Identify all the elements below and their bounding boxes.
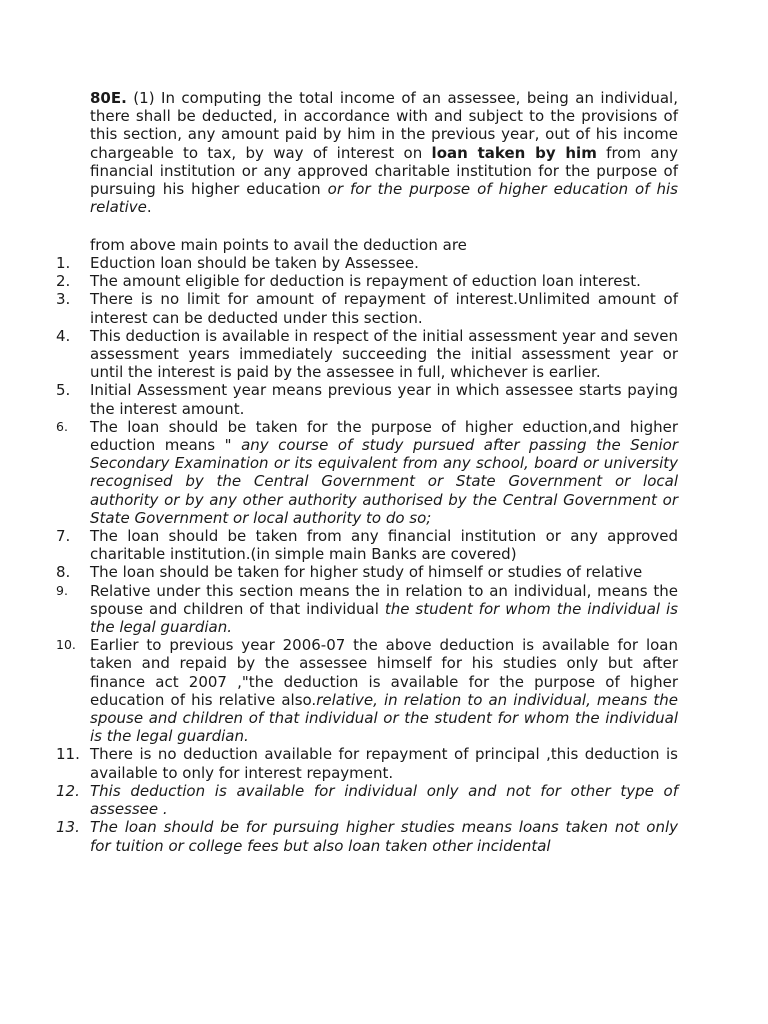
deduction-points-list (56, 254, 678, 855)
list-item-italic-text: relative, in relation to an individual, means the spouse and children of that individual or the student for whom the individual is the legal guardian. (90, 690, 678, 746)
list-item-number: 4. (56, 326, 71, 345)
list-item-number: 9. (56, 582, 68, 598)
intro-italic-text: or for the purpose of higher education of his relative (90, 180, 678, 217)
list-item (56, 818, 678, 854)
list-item-number: 13. (56, 818, 80, 837)
section-number: 80E. (90, 89, 127, 107)
list-item-number: 12. (56, 781, 80, 800)
list-item (56, 527, 678, 563)
list-item (56, 782, 678, 818)
list-item-text: This deduction is available in respect of the initial assessment year and seven assessment years immediately succeeding the initial assessment year or until the interest is paid by the assessee in full, whichever is earlier. (90, 326, 678, 382)
list-item (56, 418, 678, 527)
list-item-text: Earlier to previous year 2006-07 the above deduction is available for loan taken and repaid by the assessee himself for his studies only but after finance act 2007 ,"the deduction is available for the purpose of higher education of his relative also. (90, 636, 678, 709)
list-item-number: 6. (56, 418, 68, 434)
list-item-text: There is no limit for amount of repayment of interest.Unlimited amount of interest can be deducted under this section. (90, 290, 678, 327)
intro-text-1: (1) In computing the total income of an assessee, being an individual, there shall be deducted, in accordance with and subject to the provisions of this section, any amount paid by him in the previous year, out of his income chargeable to tax, by way of interest on (90, 89, 678, 162)
list-item (56, 272, 678, 290)
intro-end: . (146, 198, 152, 217)
section-80e-paragraph (90, 89, 678, 216)
list-item-text: The loan should be taken for the purpose of higher eduction,and higher eduction means " (90, 417, 678, 455)
list-item-italic-text: the student for whom the individual is the legal guardian. (90, 599, 679, 637)
list-item-number: 1. (56, 254, 71, 272)
list-item-text: There is no deduction available for repayment of principal ,this deduction is available to only for interest repayment. (90, 745, 678, 782)
list-item (56, 381, 678, 417)
list-item-text: Relative under this section means the in relation to an individual, means the spouse and children of that individual (90, 581, 678, 618)
list-item-text: The loan should be taken from any financial institution or any approved charitable institution.(in simple main Banks are covered) (90, 527, 678, 564)
list-item-number: 8. (56, 563, 71, 582)
list-item-number: 5. (56, 381, 71, 400)
intro-bold-text: loan taken by him (431, 143, 597, 162)
list-item-italic-text: The loan should be for pursuing higher studies means loans taken not only for tuition or college fees but also loan taken other incidental (90, 818, 678, 855)
list-lead-text: from above main points to avail the deduction are (90, 236, 467, 254)
list-item-italic-text: any course of study pursued after passing the Senior Secondary Examination or its equivalent from any school, board or university recognised by the Central Government or State Government or local authority or by any other authority authorised by the Central Government or State Government or local authority to do so; (90, 436, 678, 527)
list-item (56, 582, 678, 637)
list-item (56, 327, 678, 382)
list-item-text: Initial Assessment year means previous year in which assessee starts paying the interest amount. (90, 381, 678, 418)
list-item-number: 10. (56, 637, 76, 653)
list-item-number: 11. (56, 745, 80, 764)
list-item (56, 254, 678, 272)
list-item-number: 7. (56, 527, 71, 546)
list-item-number: 3. (56, 290, 71, 309)
list-item-italic-text: This deduction is available for individual only and not for other type of assessee . (90, 781, 678, 819)
list-item-number: 2. (56, 272, 71, 291)
list-item (56, 290, 678, 326)
list-item (56, 636, 678, 745)
list-item-text: Eduction loan should be taken by Assessee. (90, 254, 419, 272)
list-item (56, 563, 678, 581)
list-item-text: The amount eligible for deduction is repayment of eduction loan interest. (90, 272, 641, 291)
intro-text-2: from any financial institution or any approved charitable institution for the purpose of pursuing his higher education (90, 143, 678, 199)
list-item-text: The loan should be taken for higher study of himself or studies of relative (90, 563, 643, 582)
list-item (56, 745, 678, 781)
